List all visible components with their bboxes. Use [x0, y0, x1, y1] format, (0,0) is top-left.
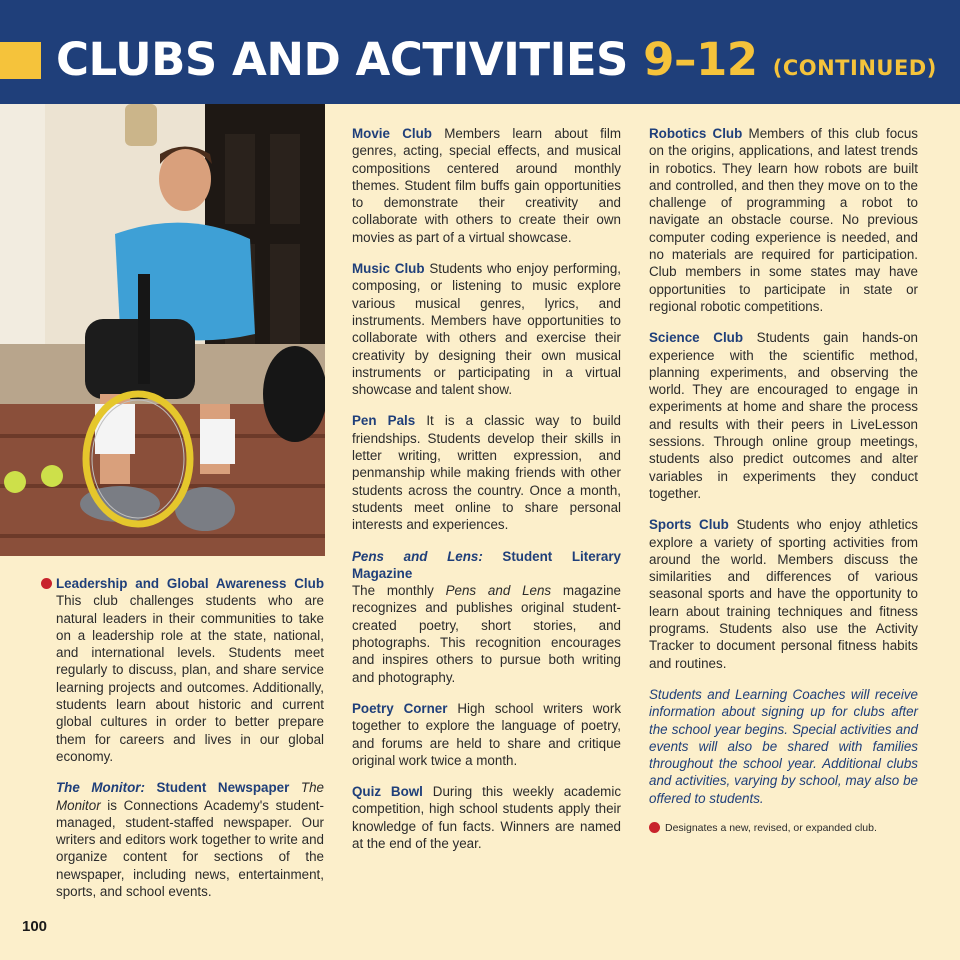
new-club-dot	[41, 578, 52, 589]
movie-club-heading: Movie Club	[352, 126, 432, 141]
page-header	[0, 0, 960, 104]
poetry-corner-description: High school writers work together to explore the language of poetry, and forums are held to share and critique original work twice a month.	[352, 700, 622, 768]
leadership-club-entry	[56, 575, 324, 765]
pen-pals-description: It is a classic way to build friendships. Students develop their skills in letter writing, written expression, and penmanship while making friends with other students across the country. Once a month, students meet online to share personal interests and experiences.	[352, 413, 621, 533]
pens-and-lens-description: magazine recognizes and publishes original student-created poetry, short stories, and photographs. This recognition encourages and inspires others to pursue both writing and photography.	[352, 583, 621, 685]
header-accent-square	[0, 42, 41, 79]
title-continued: (CONTINUED)	[772, 56, 937, 80]
poetry-corner-heading: Poetry Corner	[352, 700, 448, 716]
quiz-bowl-description: During this weekly academic competition, high school students apply their knowledge of fun facts. Winners are named at the end of the year.	[352, 784, 622, 851]
middle-column	[352, 125, 621, 866]
monitor-newspaper-entry	[56, 779, 324, 900]
pen-pals-heading: Pen Pals	[352, 413, 416, 429]
sports-club-description: Students who enjoy athletics explore a variety of sporting activities from around the world. Members discuss the similarities and differences of various seasonal sports and have the opportunity to learn about training techniques and fitness programs. Students also use the Activity Tracker to document personal fitness habits and routines.	[649, 517, 918, 671]
student-photo	[0, 104, 325, 556]
music-club-entry	[352, 260, 621, 398]
robotics-club-heading: Robotics Club	[649, 126, 743, 141]
movie-club-description: Members learn about film genres, acting, special effects, and musical compositions centered around monthly themes. Student film buffs gain opportunities to demonstrate their creativity and collaborate with others to create their own movies as part of a virtual showcase.	[352, 126, 622, 245]
pens-and-lens-body-pre: The monthly	[352, 583, 446, 599]
right-column	[649, 125, 918, 835]
signup-note: Students and Learning Coaches will receive information about signing up for clubs after the school year begins. Special activities and events will also be shared with families throughout the school year. Additional clubs and activities, varying by school, may also be offered to students.	[649, 686, 918, 806]
pens-and-lens-heading-title: Pens and Lens:	[352, 548, 483, 564]
leadership-club-description: This club challenges students who are natural leaders in their communities to take on a leadership role at the state, national, and international levels. Students meet regularly to discuss, plan, and share service learning projects and outcomes. Additionally, students learn about historic and current global cultures in order to better prepare them for careers and lives in our global economy.	[56, 593, 324, 764]
title-main: CLUBS AND ACTIVITIES	[56, 33, 628, 86]
robotics-club-entry	[649, 125, 918, 315]
monitor-heading-title: The Monitor:	[56, 780, 145, 796]
sports-club-entry	[649, 516, 918, 672]
science-club-heading: Science Club	[649, 330, 744, 346]
legend	[649, 821, 918, 835]
pen-pals-entry	[352, 412, 621, 533]
pens-and-lens-body-title: Pens and Lens	[445, 583, 552, 599]
leadership-club-heading: Leadership and Global Awareness Club	[56, 576, 324, 591]
robotics-club-description: Members of this club focus on the origins, applications, and latest trends in robotics. They learn how robots are built and controlled, and then they move on to the challenge of programming a robot to navigate an obstacle course. No previous computer coding experience is needed, and no materials are required for participation. Club members in some states may have opportunities to participate in state or regional robotic competitions.	[649, 126, 918, 314]
monitor-description: is Connections Academy's student-managed, student-staffed newspaper. Our writers and editors work together to write and organize content for sections of the newspaper, including news, entertainment, sports, and school events.	[56, 797, 324, 900]
title-grade-range: 9–12	[643, 33, 758, 86]
music-club-heading: Music Club	[352, 261, 425, 277]
science-club-description: Students gain hands-on experience with the scientific method, planning experiments, and observing the world. They are encouraged to engage in experiments at home and share the process and results with their peers in LiveLesson sessions. Through online group meetings, students also predict outcomes and alter variables in experiments they conduct together.	[649, 330, 918, 501]
sports-club-heading: Sports Club	[649, 517, 729, 533]
quiz-bowl-entry	[352, 783, 621, 852]
science-club-entry	[649, 329, 918, 502]
pens-and-lens-entry	[352, 548, 621, 686]
legend-text: Designates a new, revised, or expanded club.	[665, 821, 877, 834]
student-tennis-photo	[0, 104, 325, 556]
left-column	[56, 575, 324, 914]
page-title	[56, 30, 937, 98]
new-club-dot-legend	[649, 822, 660, 833]
pens-and-lens-heading-rest: Student Literary Magazine	[352, 548, 621, 581]
music-club-description: Students who enjoy performing, composing, or listening to music explore various musical genres, lyrics, and instruments. Members have opportunities to collaborate with others and exercise their creativity by designing their own musical instruments or participating in a virtual showcase and talent show.	[352, 261, 621, 398]
poetry-corner-entry	[352, 700, 621, 769]
movie-club-entry	[352, 125, 621, 246]
monitor-heading-rest: Student Newspaper	[144, 780, 290, 796]
quiz-bowl-heading: Quiz Bowl	[352, 784, 423, 800]
page-number: 100	[22, 918, 48, 935]
monitor-body-title: The Monitor	[56, 780, 324, 813]
